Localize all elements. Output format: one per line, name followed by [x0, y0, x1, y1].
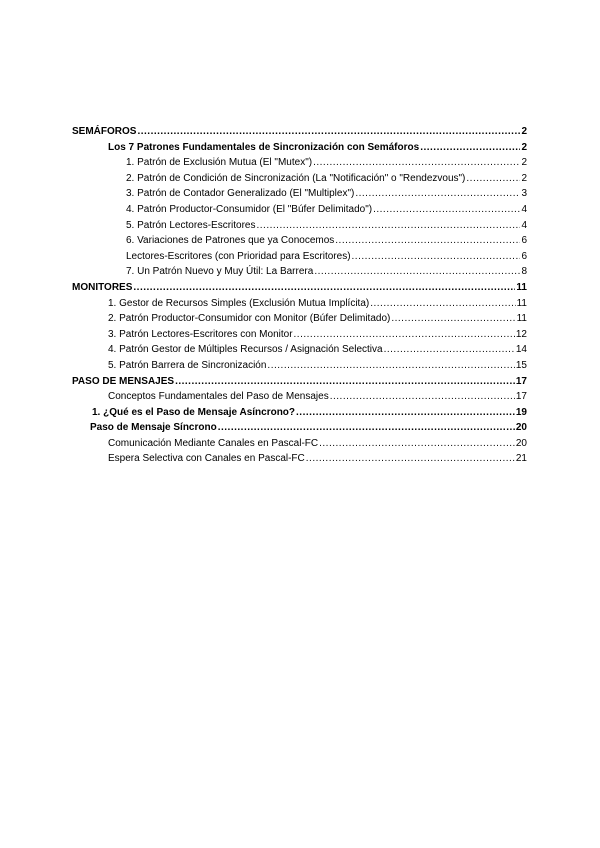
toc-entry-page: 20 [515, 422, 527, 434]
dot-leader [175, 374, 515, 390]
toc-entry-paso-asincrono[interactable] [72, 405, 527, 421]
toc-entry-title: PASO DE MENSAJES [72, 375, 175, 387]
dot-leader [373, 202, 520, 218]
toc-entry-conceptos-fundamentales[interactable] [72, 389, 527, 405]
toc-entry-barrera[interactable] [72, 264, 527, 280]
dot-leader [306, 451, 515, 467]
toc-entry-page: 19 [515, 406, 527, 418]
toc-entry-title: 4. Patrón Gestor de Múltiples Recursos / Asignación Selectiva [108, 344, 383, 356]
toc-entry-title: 3. Patrón Lectores-Escritores con Monitor [108, 328, 293, 340]
dot-leader [370, 296, 515, 312]
toc-entry-mutex[interactable] [72, 155, 527, 171]
dot-leader [330, 389, 515, 405]
toc-entry-condicion-sincronizacion[interactable] [72, 171, 527, 187]
dot-leader [319, 436, 515, 452]
toc-entry-paso-sincrono[interactable] [72, 420, 527, 436]
dot-leader [218, 420, 515, 436]
toc-entry-lectores-escritores-monitor[interactable] [72, 327, 527, 343]
toc-entry-title: Comunicación Mediante Canales en Pascal-FC [108, 437, 319, 449]
toc-entry-paso-de-mensajes[interactable] [72, 374, 527, 390]
toc-entry-productor-consumidor-monitor[interactable] [72, 311, 527, 327]
toc-entry-title: Espera Selectiva con Canales en Pascal-FC [108, 453, 305, 465]
dot-leader [335, 233, 520, 249]
toc-entry-page: 21 [515, 453, 527, 465]
toc-entry-page: 15 [515, 359, 527, 371]
toc-entry-page: 11 [516, 297, 527, 309]
toc-entry-page: 2 [521, 126, 527, 137]
toc-entry-title: 1. Patrón de Exclusión Mutua (El "Mutex") [126, 157, 313, 169]
toc-entry-title: MONITORES [72, 281, 133, 293]
toc-entry-page: 6 [521, 250, 527, 262]
toc-entry-espera-selectiva[interactable] [72, 451, 527, 467]
dot-leader [296, 405, 515, 421]
toc-entry-page: 17 [515, 375, 527, 387]
table-of-contents [72, 124, 527, 467]
toc-entry-page: 20 [515, 437, 527, 449]
toc-entry-monitores[interactable] [72, 280, 527, 296]
dot-leader [391, 311, 515, 327]
toc-entry-title: Los 7 Patrones Fundamentales de Sincronización con Semáforos [108, 141, 420, 153]
toc-entry-title: Paso de Mensaje Síncrono [90, 422, 217, 434]
toc-entry-barrera-sincronizacion[interactable] [72, 358, 527, 374]
dot-leader [384, 342, 515, 358]
dot-leader [466, 171, 520, 187]
toc-entry-semaforos[interactable] [72, 124, 527, 140]
toc-entry-page: 3 [521, 188, 527, 200]
toc-entry-title: 5. Patrón Barrera de Sincronización [108, 359, 267, 371]
toc-entry-page: 17 [515, 391, 527, 403]
dot-leader [420, 140, 520, 156]
toc-entry-page: 11 [516, 281, 527, 293]
toc-entry-gestor-recursos-simples[interactable] [72, 296, 527, 312]
dot-leader [257, 218, 521, 234]
toc-entry-lectores-escritores[interactable] [72, 218, 527, 234]
toc-entry-title: Conceptos Fundamentales del Paso de Mensajes [108, 391, 329, 403]
dot-leader [313, 155, 520, 171]
dot-leader [352, 249, 521, 265]
dot-leader [137, 124, 520, 140]
toc-entry-title: 4. Patrón Productor-Consumidor (El "Búfer Delimitado") [126, 203, 373, 215]
toc-entry-gestor-multiples-recursos[interactable] [72, 342, 527, 358]
toc-entry-title: 6. Variaciones de Patrones que ya Conocemos [126, 235, 335, 247]
toc-entry-page: 14 [515, 344, 527, 356]
toc-entry-page: 2 [521, 172, 527, 184]
toc-entry-canales-pascal-fc[interactable] [72, 436, 527, 452]
toc-entry-page: 2 [521, 157, 527, 169]
toc-entry-title: 1. ¿Qué es el Paso de Mensaje Asíncrono? [92, 406, 296, 418]
toc-entry-title: 1. Gestor de Recursos Simples (Exclusión Mutua Implícita) [108, 297, 370, 309]
toc-entry-title: 2. Patrón de Condición de Sincronización (La "Notificación" o "Rendezvous") [126, 172, 466, 184]
dot-leader [355, 186, 520, 202]
toc-entry-title: SEMÁFOROS [72, 126, 137, 137]
toc-entry-title: 2. Patrón Productor-Consumidor con Monitor (Búfer Delimitado) [108, 313, 391, 325]
toc-entry-title: 5. Patrón Lectores-Escritores [126, 219, 256, 231]
toc-entry-page: 2 [521, 141, 527, 153]
toc-entry-page: 12 [515, 328, 527, 340]
toc-entry-page: 8 [521, 266, 527, 278]
toc-entry-productor-consumidor[interactable] [72, 202, 527, 218]
toc-entry-title: 7. Un Patrón Nuevo y Muy Útil: La Barrera [126, 266, 314, 278]
toc-entry-page: 6 [521, 235, 527, 247]
dot-leader [133, 280, 515, 296]
toc-entry-page: 4 [521, 203, 527, 215]
dot-leader [314, 264, 520, 280]
toc-entry-lectores-escritores-prioridad[interactable] [72, 249, 527, 265]
toc-entry-title: 3. Patrón de Contador Generalizado (El "Multiplex") [126, 188, 355, 200]
dot-leader [294, 327, 515, 343]
dot-leader [267, 358, 514, 374]
toc-entry-7-patrones[interactable] [72, 140, 527, 156]
toc-entry-variaciones[interactable] [72, 233, 527, 249]
toc-entry-multiplex[interactable] [72, 186, 527, 202]
toc-entry-page: 4 [521, 219, 527, 231]
toc-entry-title: Lectores-Escritores (con Prioridad para Escritores) [126, 250, 351, 262]
toc-entry-page: 11 [516, 313, 527, 325]
